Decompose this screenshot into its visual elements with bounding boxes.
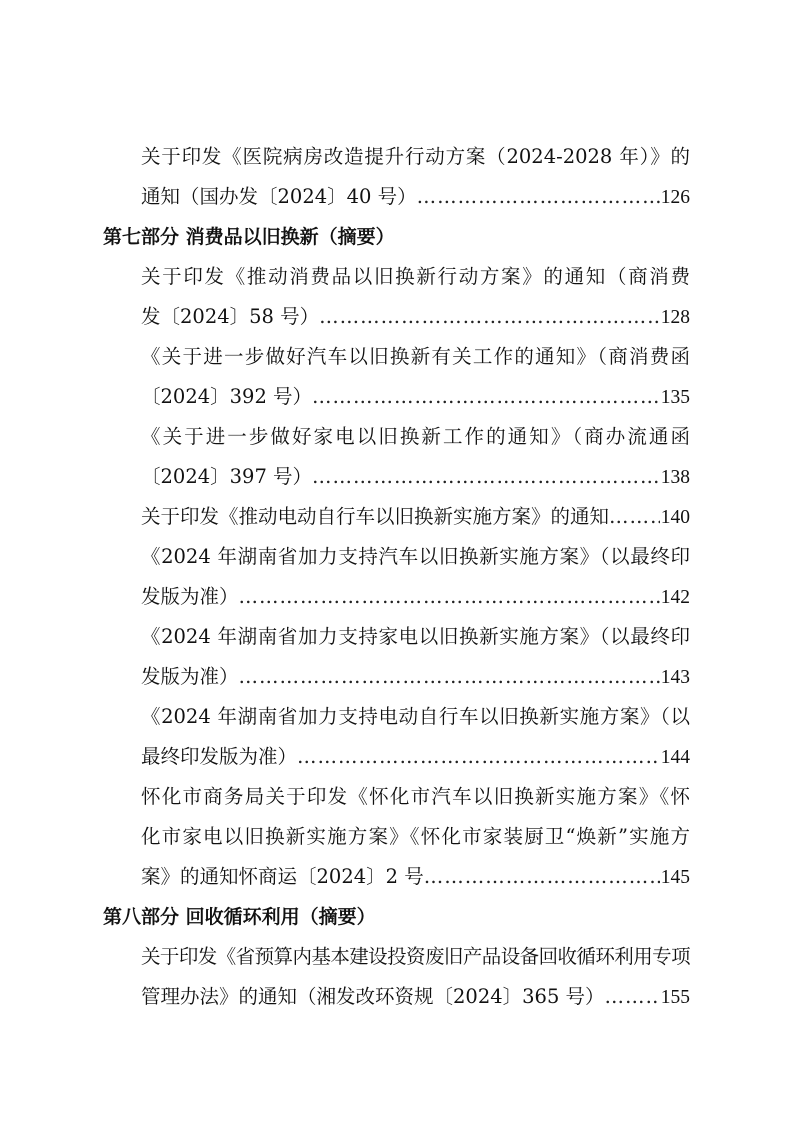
page-number: 155 (660, 987, 690, 1008)
dot-leader (609, 498, 660, 536)
toc-entry-text: 〔2024〕397 号） (141, 465, 313, 488)
section-heading: 第七部分 消费品以旧换新（摘要） (103, 226, 395, 248)
page-number: 138 (660, 467, 690, 488)
toc-entry-text: 发版为准） (141, 665, 239, 688)
toc-entry-text: 化市家电以旧换新实施方案》《怀化市家装厨卫“焕新”实施方 (141, 825, 690, 848)
toc-entry-text: 关于印发《推动消费品以旧换新行动方案》的通知（商消费 (141, 265, 690, 288)
toc-entry-text: 关于印发《省预算内基本建设投资废旧产品设备回收循环利用专项 (141, 945, 690, 968)
page-number: 128 (660, 307, 690, 328)
page-number: 145 (660, 867, 690, 888)
toc-entry-text: 通知（国办发〔2024〕40 号） (141, 185, 417, 208)
toc-entry-text: 《2024 年湖南省加力支持汽车以旧换新实施方案》（以最终印 (141, 545, 690, 568)
toc-entry[interactable] (141, 658, 690, 696)
page-number: 140 (660, 507, 690, 528)
toc-entry[interactable] (141, 298, 690, 336)
toc-entry-text: 〔2024〕392 号） (141, 385, 313, 408)
toc-entry[interactable] (141, 978, 690, 1016)
toc-entry-text: 案》的通知怀商运〔2024〕2 号 (141, 865, 424, 888)
toc-entry-text: 《关于进一步做好家电以旧换新工作的通知》（商办流通函 (141, 425, 690, 448)
toc-entry-text: 《2024 年湖南省加力支持电动自行车以旧换新实施方案》（以 (141, 705, 690, 728)
dot-leader (312, 378, 660, 416)
toc-entry-text: 《2024 年湖南省加力支持家电以旧换新实施方案》（以最终印 (141, 625, 690, 648)
toc-entry-text: 关于印发《医院病房改造提升行动方案（2024-2028 年）》的 (141, 145, 690, 168)
toc-entry-text: 关于印发《推动电动自行车以旧换新实施方案》的通知 (141, 505, 610, 528)
page-number: 126 (660, 187, 690, 208)
toc-entry-text: 最终印发版为准） (141, 745, 298, 768)
toc-entry-text: 《关于进一步做好汽车以旧换新有关工作的通知》（商消费函 (141, 345, 690, 368)
dot-leader (319, 298, 660, 336)
toc-entry[interactable] (141, 738, 690, 776)
dot-leader (424, 858, 660, 896)
toc-entry[interactable] (141, 378, 690, 416)
toc-entry[interactable] (141, 178, 690, 216)
dot-leader (605, 978, 660, 1016)
toc-entry[interactable] (141, 578, 690, 616)
dot-leader (239, 578, 660, 616)
page-number: 135 (660, 387, 690, 408)
toc-entry-text: 管理办法》的通知（湘发改环资规〔2024〕365 号） (141, 985, 605, 1008)
dot-leader (417, 178, 660, 216)
toc-entry-text: 发〔2024〕58 号） (141, 305, 320, 328)
toc-entry[interactable] (141, 858, 690, 896)
page-number: 142 (660, 587, 690, 608)
dot-leader (239, 658, 660, 696)
toc-entry-text: 怀化市商务局关于印发《怀化市汽车以旧换新实施方案》《怀 (141, 785, 690, 808)
dot-leader (297, 738, 660, 776)
page-number: 144 (660, 747, 690, 768)
section-heading: 第八部分 回收循环利用（摘要） (103, 906, 376, 928)
page-number: 143 (660, 667, 690, 688)
dot-leader (312, 458, 660, 496)
toc-entry[interactable] (141, 458, 690, 496)
toc-entry-text: 发版为准） (141, 585, 239, 608)
toc-entry[interactable] (141, 498, 690, 536)
